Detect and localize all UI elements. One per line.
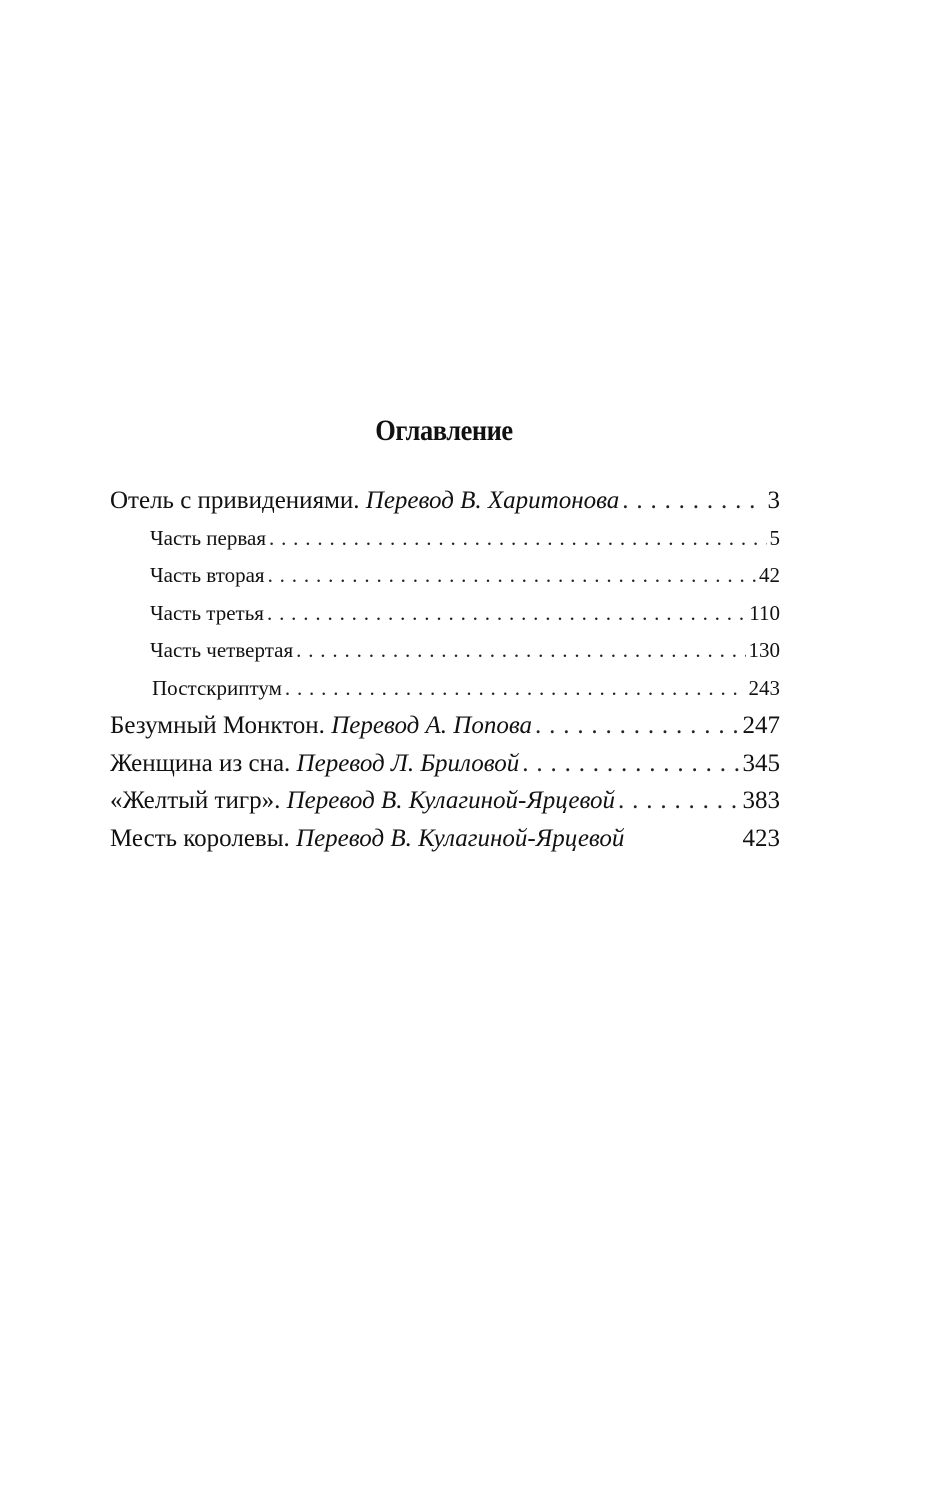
dot-leader <box>267 595 746 633</box>
toc-heading: Оглавление <box>375 414 513 447</box>
toc-entry[interactable] <box>110 820 780 858</box>
toc-entry[interactable] <box>110 707 780 745</box>
entry-title: Часть третья <box>150 600 264 625</box>
dot-leader <box>535 707 739 745</box>
entry-translator: Перевод В. Кулагиной-Ярцевой <box>296 824 625 852</box>
dot-leader <box>622 482 764 520</box>
entry-page-number: 345 <box>742 749 780 777</box>
toc-subentry[interactable] <box>110 670 780 708</box>
toc-entry[interactable] <box>110 482 780 520</box>
entry-title: Безумный Монктон. <box>110 712 325 739</box>
toc-subentry[interactable] <box>110 595 780 633</box>
entry-title: Часть первая <box>150 525 266 550</box>
entry-translator: Перевод Л. Бриловой <box>296 749 520 777</box>
entry-page-number: 423 <box>742 824 780 852</box>
toc-subentry[interactable] <box>110 557 780 595</box>
entry-title: Часть вторая <box>150 563 265 587</box>
toc-subentry[interactable] <box>110 632 780 670</box>
entry-title: Месть королевы. <box>110 824 290 852</box>
entry-page-number: 3 <box>767 487 780 514</box>
dot-leader <box>618 782 739 820</box>
entry-page-number: 243 <box>748 675 780 700</box>
table-of-contents <box>110 482 780 857</box>
entry-translator: Перевод В. Кулагиной-Ярцевой <box>286 787 616 814</box>
toc-entry[interactable] <box>110 782 780 820</box>
dot-leader <box>522 745 739 783</box>
entry-translator: Перевод А. Попова <box>331 712 533 739</box>
dot-leader <box>269 520 767 558</box>
dot-leader <box>285 670 746 708</box>
toc-subentry[interactable] <box>110 520 780 558</box>
entry-title: «Желтый тигр». <box>110 787 281 814</box>
toc-entry[interactable] <box>110 745 780 783</box>
entry-page-number: 42 <box>759 563 780 587</box>
entry-title: Постскриптум <box>152 675 282 700</box>
entry-translator: Перевод В. Харитонова <box>365 487 620 514</box>
entry-page-number: 383 <box>742 787 780 814</box>
dot-leader <box>296 632 745 670</box>
entry-page-number: 247 <box>742 712 780 739</box>
entry-title: Часть четвертая <box>150 638 294 662</box>
entry-page-number: 110 <box>749 600 780 625</box>
dot-leader <box>268 557 756 595</box>
entry-page-number: 130 <box>748 638 780 662</box>
entry-page-number: 5 <box>769 525 780 550</box>
entry-title: Отель с привидениями. <box>110 487 360 514</box>
entry-title: Женщина из сна. <box>110 749 291 777</box>
